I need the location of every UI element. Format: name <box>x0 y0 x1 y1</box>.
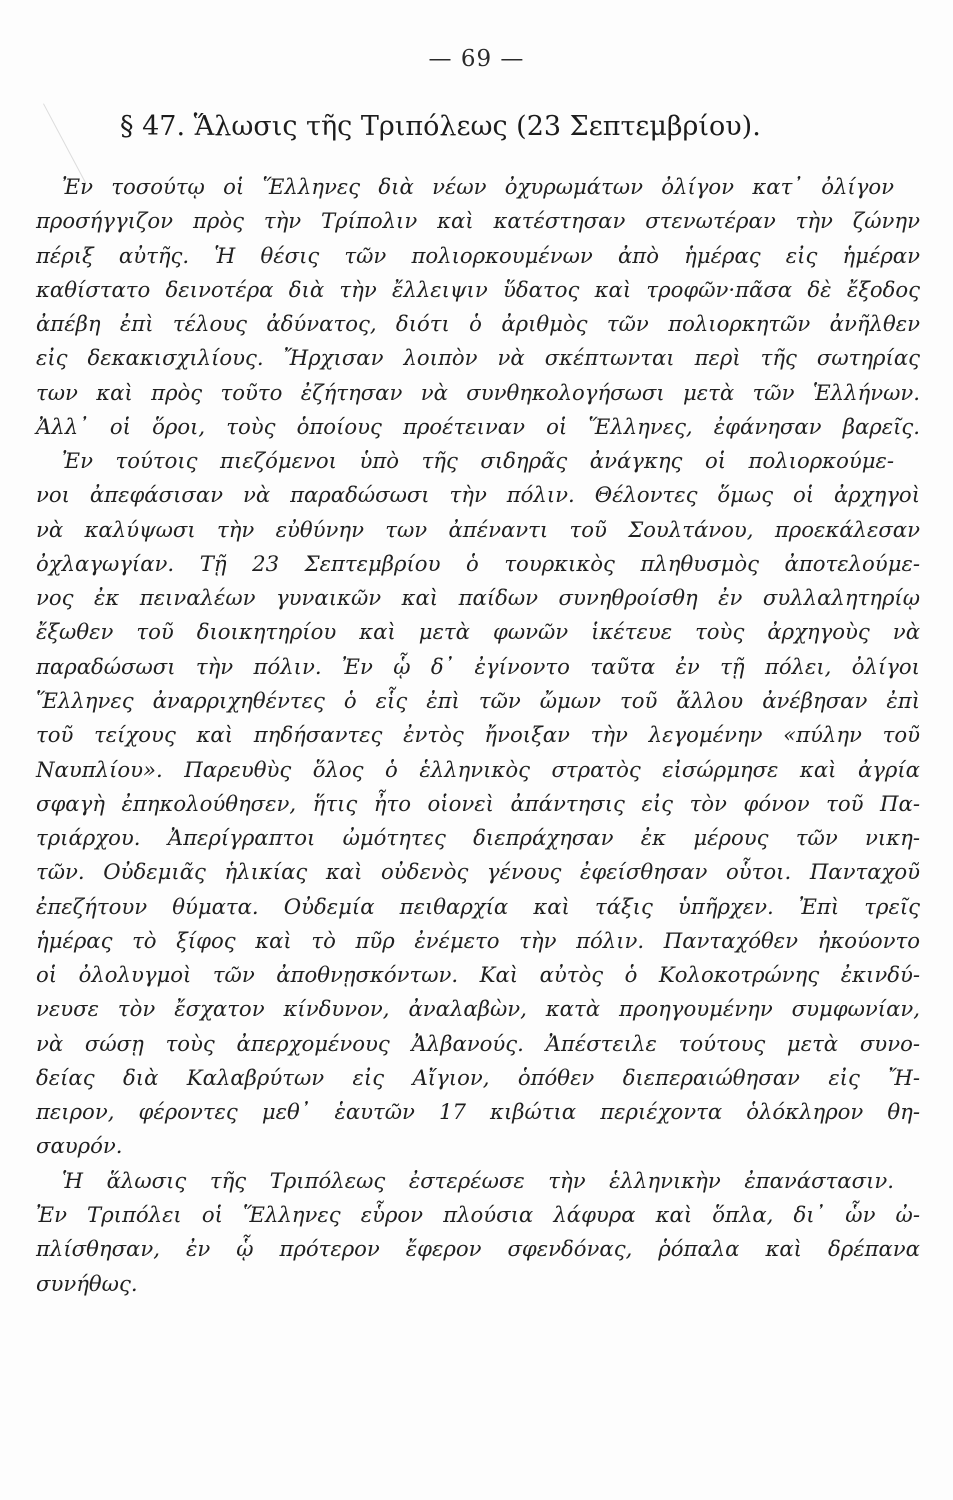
text-line-content: ἡμέρας τὸ ξίφος καὶ τὸ πῦρ ἐνέμετο τὴν πόλιν. Πανταχόθεν ἠκούοντο <box>36 927 920 953</box>
text-line-content: νὰ καλύψωσι τὴν εὐθύνην των ἀπέναντι τοῦ Σουλτάνου, προεκάλεσαν <box>36 516 920 542</box>
text-line-content: συνήθως. <box>36 1270 138 1296</box>
text-line <box>36 273 920 307</box>
text-line <box>36 204 920 238</box>
text-line <box>36 821 920 855</box>
text-line-content: πειρον, φέροντες μεθ᾽ ἑαυτῶν 17 κιβώτια περιέχοντα ὁλόκληρον θη- <box>36 1099 920 1125</box>
text-line-content: Ἀλλ᾽ οἱ ὅροι, τοὺς ὁποίους προέτειναν οἱ Ἕλληνες, ἐφάνησαν βαρεῖς. <box>36 413 920 439</box>
text-line <box>36 924 920 958</box>
text-line-content: Ἐν τοσούτῳ οἱ Ἕλληνες διὰ νέων ὀχυρωμάτων ὀλίγον κατ᾽ ὀλίγον <box>62 174 894 199</box>
text-line <box>36 855 920 889</box>
text-line <box>36 753 920 787</box>
text-line-content: Ἐν Τριπόλει οἱ Ἕλληνες εὗρον πλούσια λάφυρα καὶ ὅπλα, δι᾽ ὧν ὠ- <box>36 1201 920 1227</box>
text-line <box>36 1232 920 1266</box>
text-line-content: ὀχλαγωγίαν. Τῇ 23 Σεπτεμβρίου ὁ τουρκικὸς πληθυσμὸς ἀποτελούμε- <box>36 550 920 576</box>
text-line-content: Ναυπλίου». Παρευθὺς ὅλος ὁ ἑλληνικὸς στρατὸς εἰσώρμησε καὶ ἀγρία <box>36 756 920 782</box>
text-line <box>36 1164 920 1198</box>
text-line-content: Ἡ ἅλωσις τῆς Τριπόλεως ἐστερέωσε τὴν ἑλληνικὴν ἐπανάστασιν. <box>62 1167 894 1193</box>
text-line-content: ἀπέβη ἐπὶ τέλους ἀδύνατος, διότι ὁ ἀριθμὸς τῶν πολιορκητῶν ἀνῆλθεν <box>36 311 920 337</box>
text-line-content: τριάρχου. Ἀπερίγραπτοι ὠμότητες διεπράχησαν ἐκ μέρους τῶν νικη- <box>36 825 920 851</box>
text-line <box>36 410 920 444</box>
text-line <box>36 615 920 649</box>
text-line <box>36 718 920 752</box>
text-line <box>36 958 920 992</box>
text-line-content: καθίστατο δεινοτέρα διὰ τὴν ἔλλειψιν ὕδατος καὶ τροφῶν·πᾶσα δὲ ἔξοδος <box>36 276 920 302</box>
text-line <box>36 170 920 204</box>
text-line <box>36 478 920 512</box>
text-line <box>36 341 920 375</box>
text-line-content: νὰ σώσῃ τοὺς ἀπερχομένους Ἀλβανούς. Ἀπέστειλε τούτους μετὰ συνο- <box>36 1030 920 1056</box>
text-line-content: σαυρόν. <box>36 1133 123 1159</box>
text-line-content: των καὶ πρὸς τοῦτο ἐζήτησαν νὰ συνθηκολογήσωσι μετὰ τῶν Ἑλλήνων. <box>36 379 920 405</box>
text-line <box>36 444 920 478</box>
text-line-content: παραδώσωσι τὴν πόλιν. Ἐν ᾧ δ᾽ ἐγίνοντο ταῦτα ἐν τῇ πόλει, ὀλίγοι <box>36 653 920 679</box>
text-line-content: προσήγγιζον πρὸς τὴν Τρίπολιν καὶ κατέστησαν στενωτέραν τὴν ζώνην <box>36 208 920 234</box>
text-line <box>36 1095 920 1129</box>
text-line <box>36 1061 920 1095</box>
text-line-content: πλίσθησαν, ἐν ᾧ πρότερον ἔφερον σφενδόνας, ῥόπαλα καὶ δρέπανα <box>36 1236 920 1262</box>
text-line <box>36 239 920 273</box>
page-number: — 69 — <box>428 46 525 72</box>
text-line <box>36 1198 920 1232</box>
text-line-content: τοῦ τείχους καὶ πηδήσαντες ἐντὸς ἤνοιξαν τὴν λεγομένην «πύλην τοῦ <box>36 722 920 748</box>
text-line-content: πέριξ αὐτῆς. Ἡ θέσις τῶν πολιορκουμένων ἀπὸ ἡμέρας εἰς ἡμέραν <box>36 242 920 268</box>
text-line-content: δείας διὰ Καλαβρύτων εἰς Αἴγιον, ὁπόθεν διεπεραιώθησαν εἰς Ἤ- <box>36 1064 920 1090</box>
text-line <box>36 890 920 924</box>
text-line-content: εἰς δεκακισχιλίους. Ἤρχισαν λοιπὸν νὰ σκέπτωνται περὶ τῆς σωτηρίας <box>36 345 920 371</box>
text-line-content: ἔξωθεν τοῦ διοικητηρίου καὶ μετὰ φωνῶν ἱκέτευε τοὺς ἀρχηγοὺς νὰ <box>36 619 920 645</box>
text-line-content: τῶν. Οὐδεμιᾶς ἡλικίας καὶ οὐδενὸς γένους ἐφείσθησαν οὗτοι. Πανταχοῦ <box>36 859 920 885</box>
text-line-content: οἱ ὀλολυγμοὶ τῶν ἀποθνῃσκόντων. Καὶ αὐτὸς ὁ Κολοκοτρώνης ἐκινδύ- <box>36 962 920 988</box>
text-line-content: νευσε τὸν ἔσχατον κίνδυνον, ἀναλαβὼν, κατὰ προηγουμένην συμφωνίαν, <box>36 996 920 1022</box>
text-line <box>36 581 920 615</box>
text-line <box>36 307 920 341</box>
text-line <box>36 547 920 581</box>
section-heading: § 47. Ἅλωσις τῆς Τριπόλεως (23 Σεπτεμβρίου). <box>120 111 761 142</box>
text-line <box>36 376 920 410</box>
text-line <box>36 650 920 684</box>
text-line <box>36 1027 920 1061</box>
text-line-content: νος ἐκ πειναλέων γυναικῶν καὶ παίδων συνηθροίσθη ἐν συλλαλητηρίῳ <box>36 585 920 611</box>
text-line <box>36 1267 920 1301</box>
text-line-content: νοι ἀπεφάσισαν νὰ παραδώσωσι τὴν πόλιν. Θέλοντες ὅμως οἱ ἀρχηγοὶ <box>36 482 920 508</box>
text-line <box>36 1129 920 1163</box>
body-text <box>36 170 920 1301</box>
text-line <box>36 787 920 821</box>
text-line <box>36 513 920 547</box>
text-line <box>36 992 920 1026</box>
text-line <box>36 684 920 718</box>
text-line-content: σφαγὴ ἐπηκολούθησεν, ἥτις ἦτο οἱονεὶ ἀπάντησις εἰς τὸν φόνον τοῦ Πα- <box>36 790 920 816</box>
text-line-content: Ἕλληνες ἀναρριχηθέντες ὁ εἷς ἐπὶ τῶν ὤμων τοῦ ἄλλου ἀνέβησαν ἐπὶ <box>36 687 920 713</box>
text-line-content: ἐπεζήτουν θύματα. Οὐδεμία πειθαρχία καὶ τάξις ὑπῆρχεν. Ἐπὶ τρεῖς <box>36 893 920 919</box>
text-line-content: Ἐν τούτοις πιεζόμενοι ὑπὸ τῆς σιδηρᾶς ἀνάγκης οἱ πολιορκούμε- <box>62 448 894 474</box>
